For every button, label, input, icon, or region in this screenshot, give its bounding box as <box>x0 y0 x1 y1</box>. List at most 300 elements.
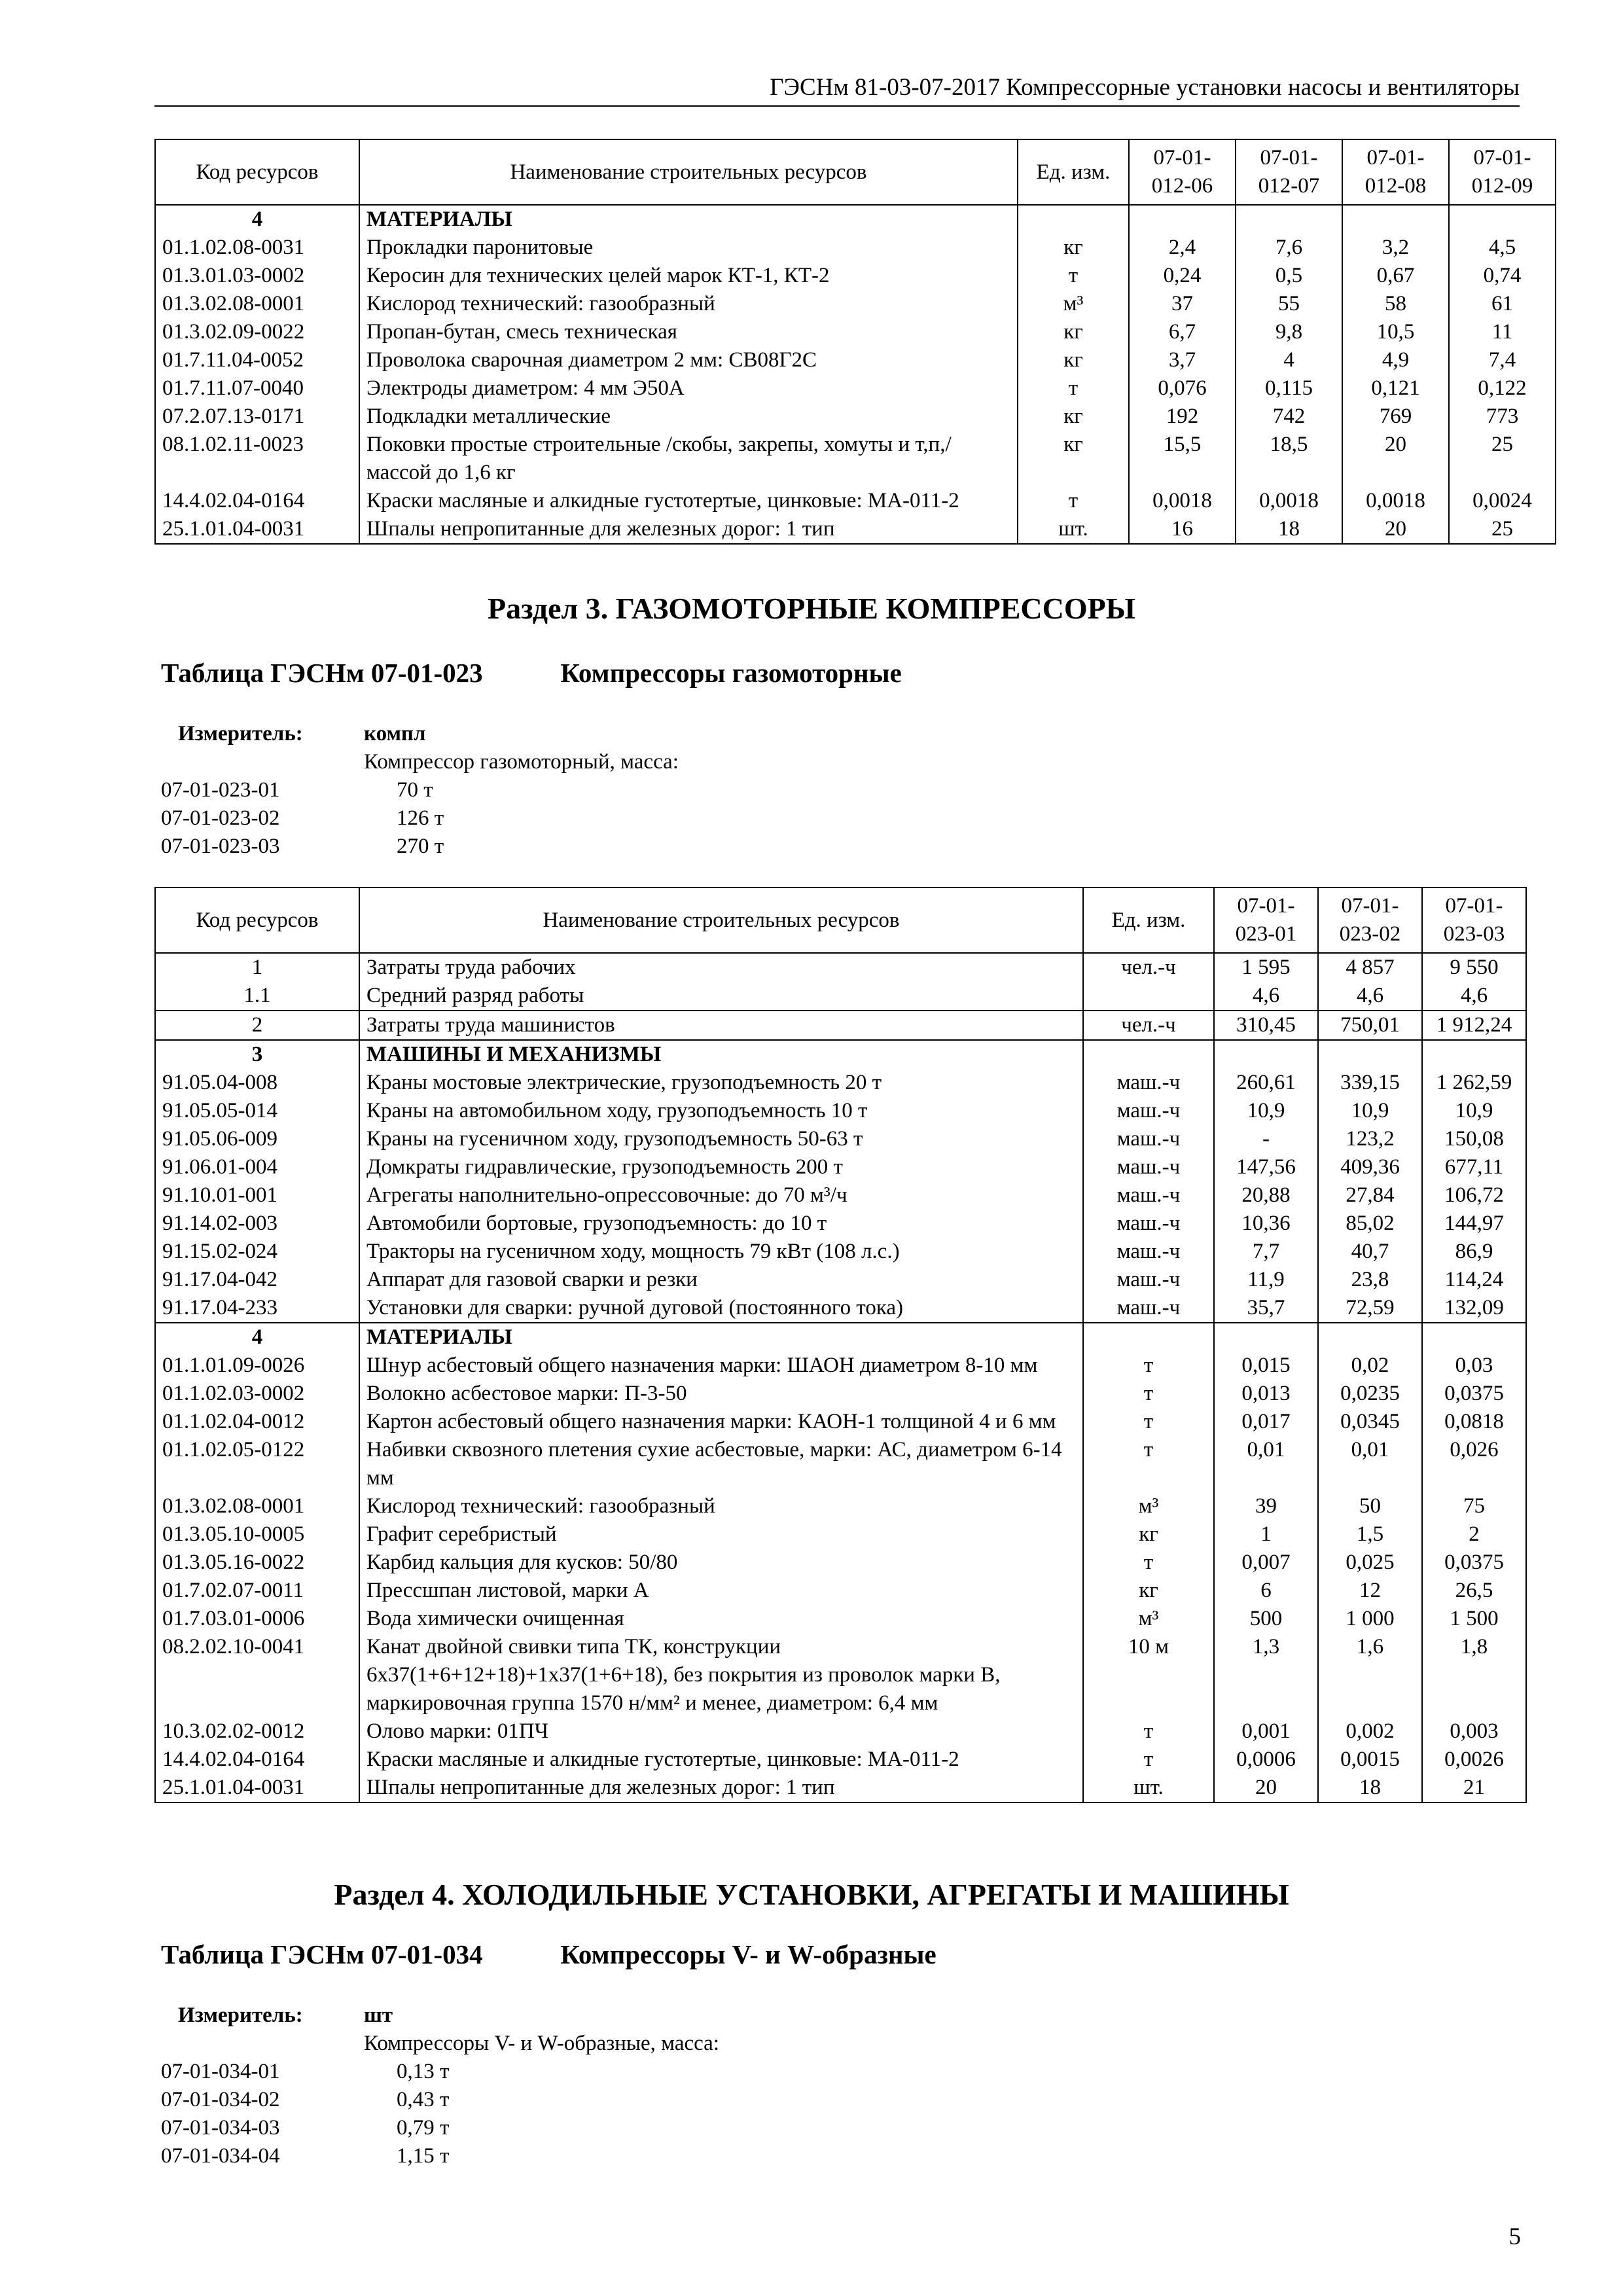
table-row <box>155 1294 1526 1323</box>
resource-unit <box>1083 1323 1214 1352</box>
resource-code: 01.1.01.09-0026 <box>155 1352 359 1380</box>
resource-value: 25 <box>1449 515 1556 544</box>
meter-mass: 270 т <box>397 834 444 858</box>
resource-name: МАТЕРИАЛЫ <box>359 205 1018 234</box>
resource-value: 9,8 <box>1236 318 1342 346</box>
resource-value: 132,09 <box>1422 1294 1526 1323</box>
resource-code: 91.17.04-233 <box>155 1294 359 1323</box>
table-row <box>155 1717 1526 1746</box>
resource-value: 6 <box>1214 1577 1318 1605</box>
resource-value: 0,076 <box>1129 374 1236 403</box>
meter-row <box>161 720 679 748</box>
resource-value: 21 <box>1422 1774 1526 1803</box>
resource-name: Проволока сварочная диаметром 2 мм: СВ08Г2С <box>359 346 1018 374</box>
resource-value: 2,4 <box>1129 234 1236 262</box>
resource-value: 1 500 <box>1422 1605 1526 1633</box>
column-header: 07-01- 012-07 <box>1236 139 1342 205</box>
resource-value: 0,0018 <box>1236 487 1342 515</box>
resource-code: 14.4.02.04-0164 <box>155 487 359 515</box>
resource-value <box>1236 205 1342 234</box>
resource-value: 20 <box>1214 1774 1318 1803</box>
resource-value: 0,007 <box>1214 1549 1318 1577</box>
resource-code: 91.10.01-001 <box>155 1181 359 1210</box>
table-034-title <box>161 1939 936 1970</box>
meter-item <box>161 2142 719 2170</box>
meter-code: 07-01-034-04 <box>161 2144 280 2168</box>
column-header: 07-01- 012-06 <box>1129 139 1236 205</box>
resource-code: 08.1.02.11-0023 <box>155 431 359 487</box>
table-row <box>155 346 1556 374</box>
resource-code: 01.3.02.08-0001 <box>155 290 359 318</box>
resource-value: 10,9 <box>1422 1097 1526 1125</box>
table-row <box>155 1774 1526 1803</box>
resource-code: 4 <box>155 1323 359 1352</box>
resource-unit: м³ <box>1083 1605 1214 1633</box>
resource-name: Краны на автомобильном ходу, грузоподъемность 10 т <box>359 1097 1083 1125</box>
resource-code: 01.7.03.01-0006 <box>155 1605 359 1633</box>
meter-item <box>161 833 679 861</box>
resource-value: 58 <box>1342 290 1449 318</box>
table-row <box>155 982 1526 1011</box>
resource-value: 26,5 <box>1422 1577 1526 1605</box>
resource-value: 7,7 <box>1214 1238 1318 1266</box>
resource-unit <box>1083 1040 1214 1069</box>
resource-unit: шт. <box>1083 1774 1214 1803</box>
resource-value: 500 <box>1214 1605 1318 1633</box>
resource-name: Аппарат для газовой сварки и резки <box>359 1266 1083 1294</box>
resource-unit: маш.-ч <box>1083 1294 1214 1323</box>
resource-name: Прессшпан листовой, марки А <box>359 1577 1083 1605</box>
resource-code: 91.17.04-042 <box>155 1266 359 1294</box>
meter-code: 07-01-034-01 <box>161 2060 280 2083</box>
resource-value: 18,5 <box>1236 431 1342 487</box>
resource-value: 192 <box>1129 403 1236 431</box>
resource-value: 0,01 <box>1318 1436 1422 1492</box>
resource-value: 0,121 <box>1342 374 1449 403</box>
resource-unit: т <box>1083 1549 1214 1577</box>
resource-unit: чел.-ч <box>1083 953 1214 982</box>
resource-name: Волокно асбестовое марки: П-3-50 <box>359 1380 1083 1408</box>
resource-unit: маш.-ч <box>1083 1181 1214 1210</box>
resource-code: 01.3.01.03-0002 <box>155 262 359 290</box>
resource-value: - <box>1214 1125 1318 1153</box>
resource-value: 86,9 <box>1422 1238 1526 1266</box>
meter-row <box>161 2001 719 2030</box>
resource-value: 1,5 <box>1318 1520 1422 1549</box>
resource-name: Краны на гусеничном ходу, грузоподъемность 50-63 т <box>359 1125 1083 1153</box>
resource-code: 10.3.02.02-0012 <box>155 1717 359 1746</box>
resource-unit: маш.-ч <box>1083 1097 1214 1125</box>
resource-value: 16 <box>1129 515 1236 544</box>
meter-mass: 0,79 т <box>397 2116 450 2140</box>
resource-value <box>1214 1040 1318 1069</box>
resource-value <box>1318 1323 1422 1352</box>
resource-value: 4,9 <box>1342 346 1449 374</box>
resource-value: 0,0235 <box>1318 1380 1422 1408</box>
table-name: Компрессоры V- и W-образные <box>560 1939 936 1969</box>
resource-code: 91.15.02-024 <box>155 1238 359 1266</box>
resource-value: 0,0015 <box>1318 1746 1422 1774</box>
table-row <box>155 205 1556 234</box>
resource-value <box>1422 1323 1526 1352</box>
resource-name: МАШИНЫ И МЕХАНИЗМЫ <box>359 1040 1083 1069</box>
resource-value: 50 <box>1318 1492 1422 1520</box>
resource-value: 10,9 <box>1214 1097 1318 1125</box>
resource-value: 12 <box>1318 1577 1422 1605</box>
resource-value: 144,97 <box>1422 1210 1526 1238</box>
resource-value: 0,0018 <box>1342 487 1449 515</box>
resource-unit: маш.-ч <box>1083 1125 1214 1153</box>
meter-row <box>161 748 679 776</box>
resource-code: 91.06.01-004 <box>155 1153 359 1181</box>
page-number: 5 <box>1508 2223 1521 2250</box>
resource-name: Набивки сквозного плетения сухие асбестовые, марки: АС, диаметром 6-14 мм <box>359 1436 1083 1492</box>
resource-unit: маш.-ч <box>1083 1153 1214 1181</box>
resource-name: Электроды диаметром: 4 мм Э50А <box>359 374 1018 403</box>
resource-unit: кг <box>1018 346 1129 374</box>
resource-unit: кг <box>1018 318 1129 346</box>
resource-name: Прокладки паронитовые <box>359 234 1018 262</box>
resource-value: 35,7 <box>1214 1294 1318 1323</box>
resource-unit: кг <box>1083 1577 1214 1605</box>
table-row <box>155 1210 1526 1238</box>
resource-unit: т <box>1083 1380 1214 1408</box>
column-header: Код ресурсов <box>155 888 359 953</box>
resource-value: 72,59 <box>1318 1294 1422 1323</box>
resource-value: 1 912,24 <box>1422 1011 1526 1040</box>
resource-value: 0,115 <box>1236 374 1342 403</box>
table-row <box>155 1492 1526 1520</box>
resource-value: 7,6 <box>1236 234 1342 262</box>
resource-value <box>1129 205 1236 234</box>
resource-value: 55 <box>1236 290 1342 318</box>
resource-value: 1 <box>1214 1520 1318 1549</box>
resource-value: 40,7 <box>1318 1238 1422 1266</box>
resource-value: 85,02 <box>1318 1210 1422 1238</box>
resource-name: Графит серебристый <box>359 1520 1083 1549</box>
resource-value: 2 <box>1422 1520 1526 1549</box>
resource-code: 14.4.02.04-0164 <box>155 1746 359 1774</box>
resource-code: 01.3.02.09-0022 <box>155 318 359 346</box>
resource-unit: маш.-ч <box>1083 1210 1214 1238</box>
resource-value: 11 <box>1449 318 1556 346</box>
resource-value: 6,7 <box>1129 318 1236 346</box>
resource-value: 106,72 <box>1422 1181 1526 1210</box>
meter-item <box>161 2086 719 2114</box>
resource-value: 4 <box>1236 346 1342 374</box>
resource-value: 4,6 <box>1422 982 1526 1011</box>
resource-value: 11,9 <box>1214 1266 1318 1294</box>
table-row <box>155 403 1556 431</box>
resource-value: 0,0018 <box>1129 487 1236 515</box>
resource-value: 123,2 <box>1318 1125 1422 1153</box>
resource-value: 3,2 <box>1342 234 1449 262</box>
meter-code: 07-01-034-02 <box>161 2088 280 2111</box>
resource-value: 39 <box>1214 1492 1318 1520</box>
resource-value: 742 <box>1236 403 1342 431</box>
table-row <box>155 431 1556 487</box>
column-header: Ед. изм. <box>1083 888 1214 953</box>
resource-value: 18 <box>1236 515 1342 544</box>
resource-name: Установки для сварки: ручной дуговой (постоянного тока) <box>359 1294 1083 1323</box>
meter-description: Компрессор газомоторный, масса: <box>364 750 679 774</box>
resource-value: 4,6 <box>1318 982 1422 1011</box>
resources-table-023 <box>154 887 1527 1803</box>
resource-name: Шпалы непропитанные для железных дорог: 1 тип <box>359 1774 1083 1803</box>
column-header: 07-01- 023-01 <box>1214 888 1318 953</box>
resource-value: 114,24 <box>1422 1266 1526 1294</box>
resource-code: 91.14.02-003 <box>155 1210 359 1238</box>
column-header: Код ресурсов <box>155 139 359 205</box>
column-header: Наименование строительных ресурсов <box>359 139 1018 205</box>
table-row <box>155 374 1556 403</box>
resources-table-012 <box>154 139 1556 545</box>
resource-code: 01.3.05.16-0022 <box>155 1549 359 1577</box>
meter-item <box>161 776 679 804</box>
meter-label: Измеритель: <box>178 722 303 745</box>
resource-code: 01.1.02.08-0031 <box>155 234 359 262</box>
resource-value: 0,0024 <box>1449 487 1556 515</box>
resource-value: 0,003 <box>1422 1717 1526 1746</box>
table-row <box>155 1746 1526 1774</box>
resource-value: 0,0006 <box>1214 1746 1318 1774</box>
resource-value: 1,3 <box>1214 1633 1318 1717</box>
section-4-title: Раздел 4. ХОЛОДИЛЬНЫЕ УСТАНОВКИ, АГРЕГАТЫ И МАШИНЫ <box>334 1878 1289 1911</box>
resource-name: МАТЕРИАЛЫ <box>359 1323 1083 1352</box>
resource-value: 0,015 <box>1214 1352 1318 1380</box>
resource-name: Карбид кальция для кусков: 50/80 <box>359 1549 1083 1577</box>
resource-value <box>1318 1040 1422 1069</box>
table-row <box>155 1520 1526 1549</box>
resource-value: 20 <box>1342 515 1449 544</box>
column-header: Ед. изм. <box>1018 139 1129 205</box>
resource-code: 01.1.02.05-0122 <box>155 1436 359 1492</box>
resource-name: Канат двойной свивки типа ТК, конструкции 6х37(1+6+12+18)+1х37(1+6+18), без покрытия из проволок марки В, маркировочная группа 1570 н/мм² и менее, диаметром: 6,4 мм <box>359 1633 1083 1717</box>
table-row <box>155 1181 1526 1210</box>
running-header: ГЭСНм 81-03-07-2017 Компрессорные установки насосы и вентиляторы <box>154 73 1520 107</box>
resource-name: Домкраты гидравлические, грузоподъемность 200 т <box>359 1153 1083 1181</box>
meter-mass: 70 т <box>397 778 433 802</box>
resource-unit: 10 м <box>1083 1633 1214 1717</box>
resource-unit <box>1083 982 1214 1011</box>
resource-unit: т <box>1083 1436 1214 1492</box>
table-row <box>155 318 1556 346</box>
resource-value: 23,8 <box>1318 1266 1422 1294</box>
table-row <box>155 234 1556 262</box>
resource-value: 0,0818 <box>1422 1408 1526 1436</box>
resource-unit: т <box>1083 1408 1214 1436</box>
resource-value: 4,5 <box>1449 234 1556 262</box>
resource-name: Шпалы непропитанные для железных дорог: 1 тип <box>359 515 1018 544</box>
resource-code: 25.1.01.04-0031 <box>155 515 359 544</box>
meter-item <box>161 2058 719 2086</box>
resource-code: 01.7.02.07-0011 <box>155 1577 359 1605</box>
table-023-title <box>161 657 902 689</box>
resource-code: 01.1.02.04-0012 <box>155 1408 359 1436</box>
resource-code: 25.1.01.04-0031 <box>155 1774 359 1803</box>
resource-value: 750,01 <box>1318 1011 1422 1040</box>
resource-value: 773 <box>1449 403 1556 431</box>
resource-name: Затраты труда машинистов <box>359 1011 1083 1040</box>
resource-code: 01.7.11.07-0040 <box>155 374 359 403</box>
meter-unit: компл <box>364 722 426 745</box>
resource-name: Тракторы на гусеничном ходу, мощность 79 кВт (108 л.с.) <box>359 1238 1083 1266</box>
spacer <box>161 748 364 776</box>
resource-value: 0,0345 <box>1318 1408 1422 1436</box>
resource-value: 15,5 <box>1129 431 1236 487</box>
meter-unit: шт <box>364 2003 393 2027</box>
table-row <box>155 1408 1526 1436</box>
resource-value: 4 857 <box>1318 953 1422 982</box>
resource-code: 08.2.02.10-0041 <box>155 1633 359 1717</box>
resource-value: 0,001 <box>1214 1717 1318 1746</box>
resource-code: 07.2.07.13-0171 <box>155 403 359 431</box>
resource-value: 75 <box>1422 1492 1526 1520</box>
resource-value: 0,122 <box>1449 374 1556 403</box>
table-row <box>155 1605 1526 1633</box>
meter-label: Измеритель: <box>178 2003 303 2027</box>
resource-unit: кг <box>1018 234 1129 262</box>
resource-code: 91.05.05-014 <box>155 1097 359 1125</box>
resource-value: 0,002 <box>1318 1717 1422 1746</box>
resource-unit: кг <box>1018 403 1129 431</box>
meter-item <box>161 2114 719 2142</box>
resource-name: Картон асбестовый общего назначения марки: КАОН-1 толщиной 4 и 6 мм <box>359 1408 1083 1436</box>
table-header-row <box>155 139 1556 205</box>
resource-value: 4,6 <box>1214 982 1318 1011</box>
spacer <box>161 2030 364 2058</box>
resource-name: Затраты труда рабочих <box>359 953 1083 982</box>
meter-mass: 0,43 т <box>397 2088 450 2111</box>
resource-value: 0,67 <box>1342 262 1449 290</box>
resource-name: Краски масляные и алкидные густотертые, цинковые: МА-011-2 <box>359 487 1018 515</box>
resource-value: 20,88 <box>1214 1181 1318 1210</box>
resource-value: 260,61 <box>1214 1069 1318 1097</box>
table-row <box>155 1153 1526 1181</box>
resource-value: 150,08 <box>1422 1125 1526 1153</box>
meter-code: 07-01-023-01 <box>161 778 280 802</box>
resource-name: Пропан-бутан, смесь техническая <box>359 318 1018 346</box>
meter-code: 07-01-023-03 <box>161 834 280 858</box>
column-header: 07-01- 023-03 <box>1422 888 1526 953</box>
resource-value: 1 595 <box>1214 953 1318 982</box>
table-row <box>155 487 1556 515</box>
resource-unit: маш.-ч <box>1083 1266 1214 1294</box>
table-row <box>155 1125 1526 1153</box>
table-row <box>155 515 1556 544</box>
resource-value <box>1214 1323 1318 1352</box>
resource-unit: чел.-ч <box>1083 1011 1214 1040</box>
resource-value: 18 <box>1318 1774 1422 1803</box>
resource-unit: т <box>1018 487 1129 515</box>
table-row <box>155 290 1556 318</box>
resource-code: 01.3.05.10-0005 <box>155 1520 359 1549</box>
resource-name: Краски масляные и алкидные густотертые, цинковые: МА-011-2 <box>359 1746 1083 1774</box>
resource-value: 0,025 <box>1318 1549 1422 1577</box>
resource-unit: т <box>1018 262 1129 290</box>
table-number: Таблица ГЭСНм 07-01-034 <box>161 1939 483 1969</box>
table-row <box>155 1266 1526 1294</box>
meter-code: 07-01-034-03 <box>161 2116 280 2140</box>
resource-value: 0,74 <box>1449 262 1556 290</box>
resource-name: Агрегаты наполнительно-опрессовочные: до 70 м³/ч <box>359 1181 1083 1210</box>
resource-unit: т <box>1083 1717 1214 1746</box>
resource-code: 01.7.11.04-0052 <box>155 346 359 374</box>
resource-value <box>1449 205 1556 234</box>
table-row <box>155 262 1556 290</box>
table-row <box>155 1633 1526 1717</box>
resource-value: 1 000 <box>1318 1605 1422 1633</box>
resource-name: Поковки простые строительные /скобы, закрепы, хомуты и т,п,/ массой до 1,6 кг <box>359 431 1018 487</box>
resource-name: Олово марки: 01ПЧ <box>359 1717 1083 1746</box>
table-row <box>155 1238 1526 1266</box>
resource-value: 10,36 <box>1214 1210 1318 1238</box>
resource-unit: кг <box>1083 1520 1214 1549</box>
resource-value <box>1342 205 1449 234</box>
resource-code: 01.1.02.03-0002 <box>155 1380 359 1408</box>
resource-name: Вода химически очищенная <box>359 1605 1083 1633</box>
resource-value: 0,01 <box>1214 1436 1318 1492</box>
meter-row <box>161 2030 719 2058</box>
resource-value: 1,6 <box>1318 1633 1422 1717</box>
resource-value: 0,013 <box>1214 1380 1318 1408</box>
resource-unit: кг <box>1018 431 1129 487</box>
resource-value: 0,5 <box>1236 262 1342 290</box>
meter-block-023 <box>161 720 679 861</box>
resource-value: 1,8 <box>1422 1633 1526 1717</box>
resource-code: 2 <box>155 1011 359 1040</box>
meter-mass: 1,15 т <box>397 2144 450 2168</box>
resource-value: 0,03 <box>1422 1352 1526 1380</box>
resource-value: 10,5 <box>1342 318 1449 346</box>
resource-unit: маш.-ч <box>1083 1069 1214 1097</box>
resource-name: Средний разряд работы <box>359 982 1083 1011</box>
resource-code: 1.1 <box>155 982 359 1011</box>
resource-value: 20 <box>1342 431 1449 487</box>
meter-code: 07-01-023-02 <box>161 806 280 830</box>
resource-unit: т <box>1083 1746 1214 1774</box>
resource-name: Шнур асбестовый общего назначения марки: ШАОН диаметром 8-10 мм <box>359 1352 1083 1380</box>
resource-value: 25 <box>1449 431 1556 487</box>
meter-mass: 126 т <box>397 806 444 830</box>
resource-unit: шт. <box>1018 515 1129 544</box>
resource-value: 0,0026 <box>1422 1746 1526 1774</box>
resource-value: 0,0375 <box>1422 1549 1526 1577</box>
resource-name: Кислород технический: газообразный <box>359 1492 1083 1520</box>
resource-name: Автомобили бортовые, грузоподъемность: до 10 т <box>359 1210 1083 1238</box>
resource-value: 310,45 <box>1214 1011 1318 1040</box>
table-row <box>155 1011 1526 1040</box>
resource-unit: м³ <box>1018 290 1129 318</box>
resource-value: 0,017 <box>1214 1408 1318 1436</box>
resource-code: 4 <box>155 205 359 234</box>
table-number: Таблица ГЭСНм 07-01-023 <box>161 658 483 688</box>
resource-value: 677,11 <box>1422 1153 1526 1181</box>
table-name: Компрессоры газомоторные <box>560 658 902 688</box>
meter-block-034 <box>161 2001 719 2170</box>
resource-unit: маш.-ч <box>1083 1238 1214 1266</box>
resource-unit: т <box>1083 1352 1214 1380</box>
table-row <box>155 1069 1526 1097</box>
table-row <box>155 1352 1526 1380</box>
resource-value: 409,36 <box>1318 1153 1422 1181</box>
resource-name: Краны мостовые электрические, грузоподъемность 20 т <box>359 1069 1083 1097</box>
resource-value: 0,026 <box>1422 1436 1526 1492</box>
resource-unit: м³ <box>1083 1492 1214 1520</box>
resource-value: 27,84 <box>1318 1181 1422 1210</box>
column-header: 07-01- 012-09 <box>1449 139 1556 205</box>
resource-name: Керосин для технических целей марок КТ-1, КТ-2 <box>359 262 1018 290</box>
